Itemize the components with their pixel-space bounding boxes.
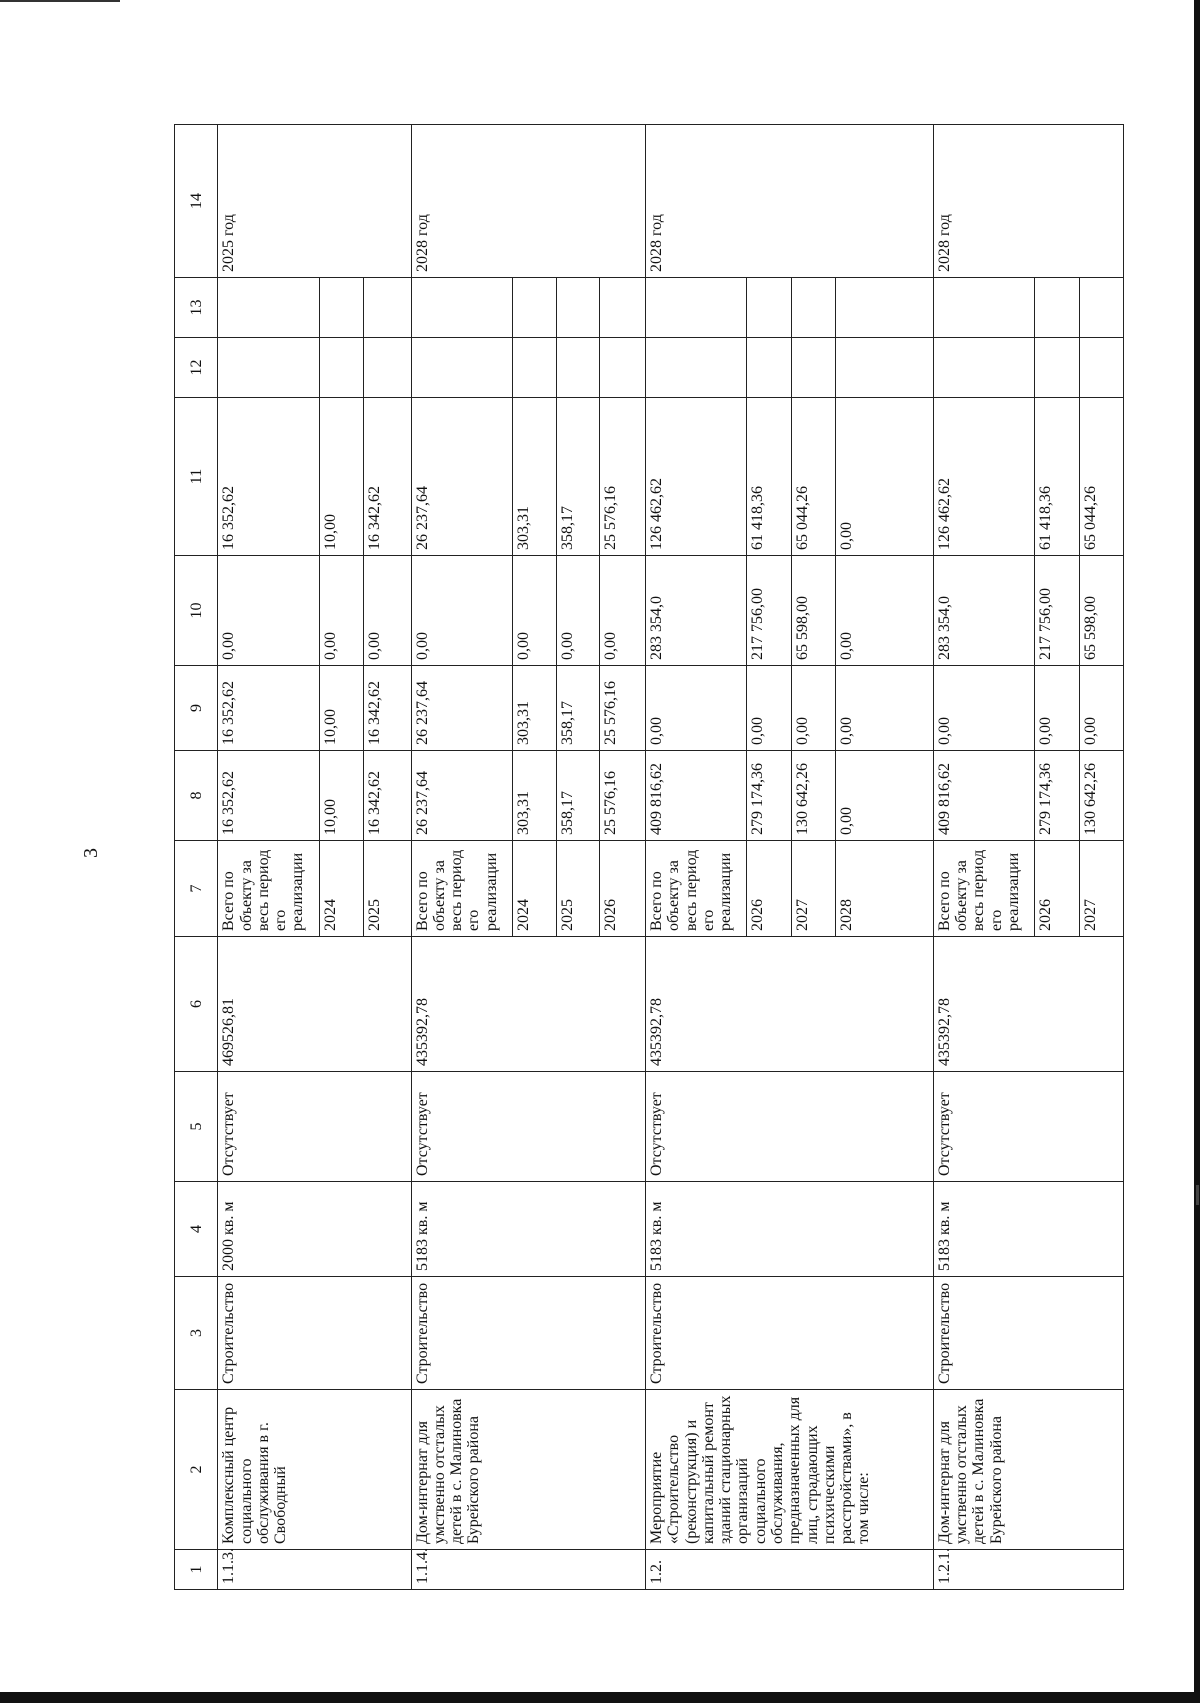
row-name-cell: Дом-интернат для умственно отсталых детей в с. Малиновка Бурейского района <box>411 1390 645 1550</box>
value-cell-c13 <box>646 278 747 338</box>
value-cell-c11: 303,31 <box>513 398 557 556</box>
value-cell-c12 <box>557 338 599 398</box>
header-cell: 2 <box>175 1390 218 1550</box>
value-cell-c10: 0,00 <box>557 556 599 666</box>
period-cell: 2027 <box>1079 841 1123 937</box>
value-cell-c9: 358,17 <box>557 666 599 751</box>
value-cell-c13 <box>218 278 319 338</box>
value-cell-c12 <box>1035 338 1079 398</box>
value-cell-c10: 283 354,0 <box>933 556 1034 666</box>
row-type-cell: Строительство <box>411 1277 645 1390</box>
value-cell-c8: 130 642,26 <box>1079 751 1123 841</box>
scan-edge-bottom <box>0 1692 1200 1703</box>
row-cost-cell: 469526,81 <box>218 937 411 1072</box>
value-cell-c11: 16 352,62 <box>218 398 319 556</box>
value-cell-c10: 0,00 <box>319 556 363 666</box>
value-cell-c8: 409 816,62 <box>933 751 1034 841</box>
value-cell-c8: 10,00 <box>319 751 363 841</box>
value-cell-c11: 61 418,36 <box>747 398 791 556</box>
value-cell-c11: 65 044,26 <box>1079 398 1123 556</box>
value-cell-c11: 65 044,26 <box>791 398 835 556</box>
header-cell: 7 <box>175 841 218 937</box>
row-code-cell: 1.2. <box>646 1550 934 1590</box>
value-cell-c12 <box>646 338 747 398</box>
value-cell-c9: 0,00 <box>1079 666 1123 751</box>
value-cell-c13 <box>747 278 791 338</box>
value-cell-c11: 126 462,62 <box>646 398 747 556</box>
row-type-cell: Строительство <box>933 1277 1123 1390</box>
header-cell: 9 <box>175 666 218 751</box>
value-cell-c8: 279 174,36 <box>747 751 791 841</box>
row-capacity-cell: 5183 кв. м <box>411 1182 645 1277</box>
value-cell-c9: 26 237,64 <box>411 666 512 751</box>
value-cell-c10: 0,00 <box>599 556 646 666</box>
period-cell: 2025 <box>363 841 411 937</box>
value-cell-c9: 16 342,62 <box>363 666 411 751</box>
value-cell-c11: 0,00 <box>836 398 934 556</box>
table-row <box>411 125 512 1590</box>
value-cell-c12 <box>836 338 934 398</box>
value-cell-c13 <box>1035 278 1079 338</box>
value-cell-c13 <box>599 278 646 338</box>
header-cell: 5 <box>175 1072 218 1182</box>
value-cell-c12 <box>218 338 319 398</box>
value-cell-c9: 0,00 <box>933 666 1034 751</box>
scan-mark <box>1196 1185 1199 1205</box>
period-cell: Всего по объекту за весь период его реализации <box>933 841 1034 937</box>
row-type-cell: Строительство <box>218 1277 411 1390</box>
row-code-cell: 1.1.3. <box>218 1550 411 1590</box>
value-cell-c13 <box>791 278 835 338</box>
row-deadline-cell: 2028 год <box>646 125 934 278</box>
value-cell-c8: 409 816,62 <box>646 751 747 841</box>
value-cell-c8: 16 352,62 <box>218 751 319 841</box>
value-cell-c10: 65 598,00 <box>1079 556 1123 666</box>
header-cell: 1 <box>175 1550 218 1590</box>
value-cell-c12 <box>1079 338 1123 398</box>
header-row <box>175 125 218 1590</box>
value-cell-c13 <box>557 278 599 338</box>
value-cell-c11: 358,17 <box>557 398 599 556</box>
value-cell-c10: 0,00 <box>363 556 411 666</box>
row-code-cell: 1.2.1. <box>933 1550 1123 1590</box>
value-cell-c13 <box>933 278 1034 338</box>
value-cell-c9: 0,00 <box>1035 666 1079 751</box>
header-cell: 10 <box>175 556 218 666</box>
value-cell-c10: 217 756,00 <box>1035 556 1079 666</box>
header-cell: 6 <box>175 937 218 1072</box>
value-cell-c8: 25 576,16 <box>599 751 646 841</box>
value-cell-c8: 0,00 <box>836 751 934 841</box>
value-cell-c9: 16 352,62 <box>218 666 319 751</box>
value-cell-c13 <box>1079 278 1123 338</box>
row-doc-cell: Отсутствует <box>218 1072 411 1182</box>
value-cell-c8: 358,17 <box>557 751 599 841</box>
row-cost-cell: 435392,78 <box>646 937 934 1072</box>
investment-table <box>174 124 1124 1590</box>
row-code-cell: 1.1.4. <box>411 1550 645 1590</box>
table-row <box>646 125 747 1590</box>
value-cell-c13 <box>411 278 512 338</box>
value-cell-c11: 126 462,62 <box>933 398 1034 556</box>
value-cell-c8: 26 237,64 <box>411 751 512 841</box>
value-cell-c10: 0,00 <box>411 556 512 666</box>
value-cell-c10: 283 354,0 <box>646 556 747 666</box>
value-cell-c9: 10,00 <box>319 666 363 751</box>
value-cell-c12 <box>747 338 791 398</box>
value-cell-c8: 130 642,26 <box>791 751 835 841</box>
row-capacity-cell: 5183 кв. м <box>933 1182 1123 1277</box>
value-cell-c11: 26 237,64 <box>411 398 512 556</box>
value-cell-c12 <box>791 338 835 398</box>
row-cost-cell: 435392,78 <box>411 937 645 1072</box>
row-capacity-cell: 2000 кв. м <box>218 1182 411 1277</box>
value-cell-c9: 25 576,16 <box>599 666 646 751</box>
period-cell: Всего по объекту за весь период его реализации <box>218 841 319 937</box>
value-cell-c11: 25 576,16 <box>599 398 646 556</box>
header-cell: 14 <box>175 125 218 278</box>
value-cell-c10: 0,00 <box>218 556 319 666</box>
value-cell-c13 <box>513 278 557 338</box>
value-cell-c12 <box>599 338 646 398</box>
value-cell-c11: 16 342,62 <box>363 398 411 556</box>
value-cell-c12 <box>513 338 557 398</box>
value-cell-c12 <box>933 338 1034 398</box>
scan-edge-right <box>1194 0 1200 1703</box>
period-cell: Всего по объекту за весь период его реализации <box>646 841 747 937</box>
value-cell-c9: 303,31 <box>513 666 557 751</box>
period-cell: 2025 <box>557 841 599 937</box>
value-cell-c9: 0,00 <box>836 666 934 751</box>
value-cell-c13 <box>836 278 934 338</box>
value-cell-c13 <box>319 278 363 338</box>
value-cell-c12 <box>411 338 512 398</box>
row-name-cell: Мероприятие «Строительство (реконструкция) и капитальный ремонт зданий стационарных организаций социального обслуживания, предназначенных для лиц, страдающих психическими расстройствами», в том числе: <box>646 1390 934 1550</box>
period-cell: 2026 <box>1035 841 1079 937</box>
row-name-cell: Комплексный центр социального обслуживания в г. Свободный <box>218 1390 411 1550</box>
row-deadline-cell: 2025 год <box>218 125 411 278</box>
header-cell: 12 <box>175 338 218 398</box>
page-number: 3 <box>80 848 102 858</box>
period-cell: 2024 <box>513 841 557 937</box>
row-capacity-cell: 5183 кв. м <box>646 1182 934 1277</box>
value-cell-c9: 0,00 <box>747 666 791 751</box>
row-cost-cell: 435392,78 <box>933 937 1123 1072</box>
header-cell: 3 <box>175 1277 218 1390</box>
value-cell-c9: 0,00 <box>646 666 747 751</box>
row-name-cell: Дом-интернат для умственно отсталых детей в с. Малиновка Бурейского района <box>933 1390 1123 1550</box>
row-doc-cell: Отсутствует <box>411 1072 645 1182</box>
period-cell: 2024 <box>319 841 363 937</box>
scan-edge-top <box>0 0 120 2</box>
value-cell-c10: 0,00 <box>513 556 557 666</box>
row-deadline-cell: 2028 год <box>411 125 645 278</box>
period-cell: 2026 <box>747 841 791 937</box>
value-cell-c8: 279 174,36 <box>1035 751 1079 841</box>
value-cell-c10: 217 756,00 <box>747 556 791 666</box>
value-cell-c10: 0,00 <box>836 556 934 666</box>
table-row <box>933 125 1034 1590</box>
value-cell-c12 <box>319 338 363 398</box>
period-cell: 2027 <box>791 841 835 937</box>
header-cell: 8 <box>175 751 218 841</box>
value-cell-c8: 303,31 <box>513 751 557 841</box>
row-doc-cell: Отсутствует <box>646 1072 934 1182</box>
value-cell-c13 <box>363 278 411 338</box>
table-row <box>218 125 319 1590</box>
period-cell: 2028 <box>836 841 934 937</box>
value-cell-c10: 65 598,00 <box>791 556 835 666</box>
value-cell-c9: 0,00 <box>791 666 835 751</box>
value-cell-c11: 10,00 <box>319 398 363 556</box>
row-type-cell: Строительство <box>646 1277 934 1390</box>
period-cell: 2026 <box>599 841 646 937</box>
row-doc-cell: Отсутствует <box>933 1072 1123 1182</box>
header-cell: 4 <box>175 1182 218 1277</box>
value-cell-c11: 61 418,36 <box>1035 398 1079 556</box>
period-cell: Всего по объекту за весь период его реализации <box>411 841 512 937</box>
row-deadline-cell: 2028 год <box>933 125 1123 278</box>
header-cell: 13 <box>175 278 218 338</box>
value-cell-c12 <box>363 338 411 398</box>
rotated-table-wrapper <box>174 125 1124 1590</box>
value-cell-c8: 16 342,62 <box>363 751 411 841</box>
header-cell: 11 <box>175 398 218 556</box>
